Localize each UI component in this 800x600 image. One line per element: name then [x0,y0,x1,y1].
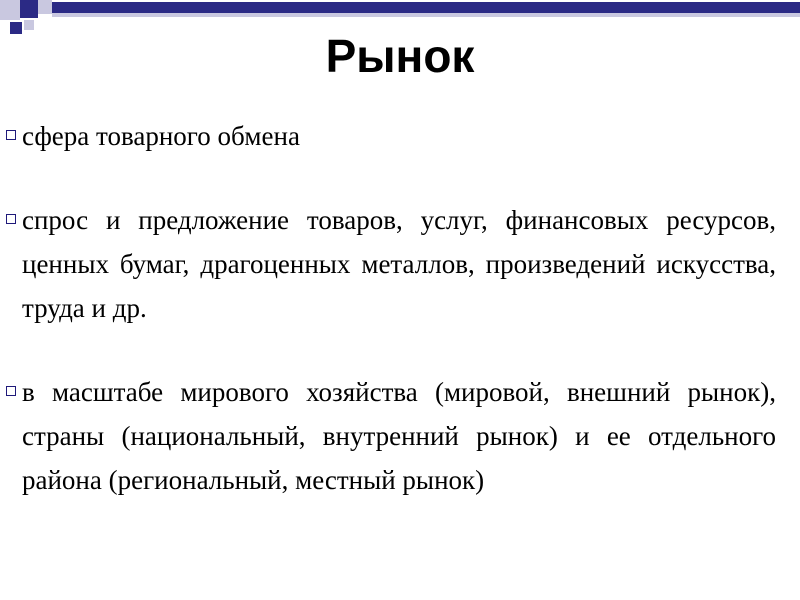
bullet-text: в масштабе мирового хозяйства (мировой, внешний рынок), страны (национальный, внутренний рынок) и ее отдельного района (региональный, местный рынок) [22,377,776,495]
deco-bar-light [52,13,800,17]
deco-square-dark-1 [20,0,38,18]
bullet-text: сфера товарного обмена [22,121,300,151]
deco-square-light-1 [0,0,20,20]
bullet-text: спрос и предложение товаров, услуг, финансовых ресурсов, ценных бумаг, драгоценных металлов, произведений искусства, труда и др. [22,205,776,323]
bullet-square-icon [6,214,16,224]
deco-square-light-2 [38,0,52,14]
bullet-item [22,370,776,502]
bullet-item [22,114,776,158]
bullet-item [22,198,776,330]
bullet-square-icon [6,386,16,396]
bullet-square-icon [6,130,16,140]
deco-bar-dark [52,2,800,13]
slide-body [0,114,800,502]
slide-title: Рынок [325,30,475,82]
